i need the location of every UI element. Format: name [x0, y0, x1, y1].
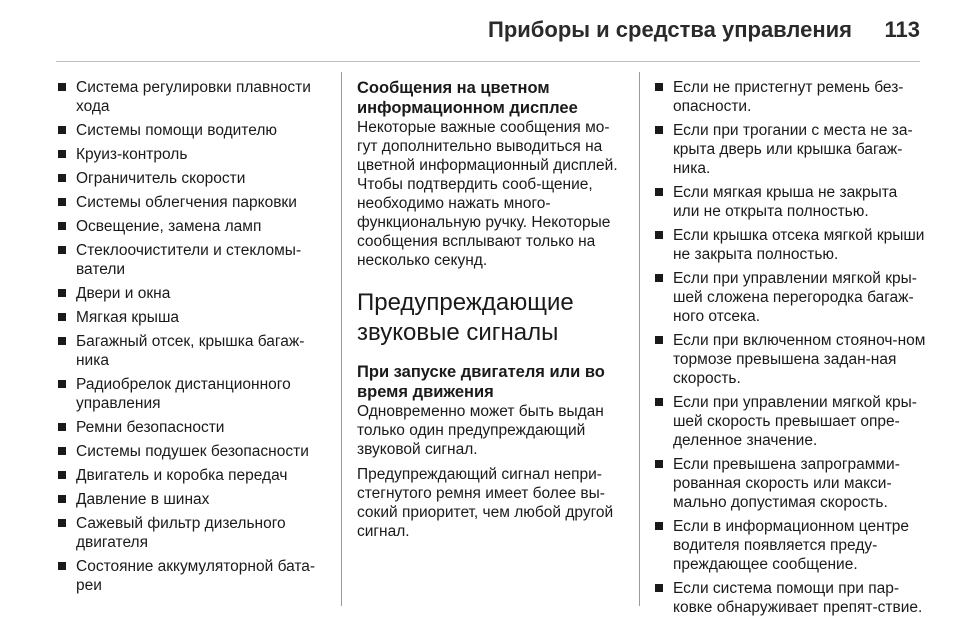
list-item-text: Если мягкая крыша не закрыта или не открыта полностью. [673, 184, 898, 220]
list-item-text: Ограничитель скорости [76, 170, 246, 187]
bullet-square-icon [58, 380, 66, 388]
bullet-square-icon [58, 150, 66, 158]
list-item [655, 183, 927, 221]
column-1 [58, 78, 328, 600]
list-item-text: Система регулировки плавности хода [76, 79, 311, 115]
list-item-text: Сажевый фильтр дизельного двигателя [76, 515, 286, 551]
list-item-text: Если крышка отсека мягкой крыши не закрыта полностью. [673, 227, 925, 263]
list-item [58, 332, 328, 370]
bullet-square-icon [58, 562, 66, 570]
list-item-text: Системы облегчения парковки [76, 194, 297, 211]
list-item [655, 331, 927, 388]
list-item [58, 145, 328, 164]
list-item-text: Если в информационном центре водителя появляется преду-преждающее сообщение. [673, 518, 910, 573]
bullet-square-icon [655, 126, 663, 134]
bullet-square-icon [58, 174, 66, 182]
bullet-square-icon [58, 471, 66, 479]
section-heading-warning-chimes: Предупреждающие звуковые сигналы [357, 289, 574, 346]
list-item [58, 78, 328, 116]
list-item-text: Если при управлении мягкой кры-шей сложена перегородка багаж-ного отсека. [673, 270, 917, 325]
list-item [58, 193, 328, 212]
list-item [58, 442, 328, 461]
list-item [655, 121, 927, 178]
column-2 [357, 78, 629, 547]
paragraph-single-chime: Одновременно может быть выдан только один предупреждающий звуковой сигнал. [357, 403, 604, 458]
list-item [655, 269, 927, 326]
list-item [58, 308, 328, 327]
list-item-text: Если не пристегнут ремень без-опасности. [673, 79, 904, 115]
bullet-square-icon [655, 83, 663, 91]
list-item-text: Если при трогании с места не за-крыта дверь или крышка багаж-ника. [673, 122, 913, 177]
page-title: Приборы и средства управления [488, 17, 852, 42]
list-item [655, 393, 927, 450]
list-item-text: Радиобрелок дистанционного управления [76, 376, 291, 412]
list-item [58, 514, 328, 552]
bullet-square-icon [655, 460, 663, 468]
list-item-text: Двигатель и коробка передач [76, 467, 288, 484]
bullet-square-icon [58, 495, 66, 503]
bullet-square-icon [58, 519, 66, 527]
list-item [58, 217, 328, 236]
section-heading-color-display: Сообщения на цветном информационном дисплее [357, 79, 578, 117]
list-item [655, 78, 927, 116]
list-item-text: Состояние аккумуляторной бата-реи [76, 558, 316, 594]
column-divider-1 [341, 72, 342, 606]
list-item-text: Багажный отсек, крышка багаж-ника [76, 333, 305, 369]
list-item-text: Ремни безопасности [76, 419, 225, 436]
bullet-square-icon [58, 313, 66, 321]
list-item-text: Системы подушек безопасности [76, 443, 309, 460]
bullet-square-icon [58, 337, 66, 345]
subsection-heading-engine-start: При запуске двигателя или во время движения [357, 363, 605, 401]
bullet-square-icon [655, 584, 663, 592]
list-item [58, 418, 328, 437]
bullet-square-icon [655, 231, 663, 239]
topics-list [58, 78, 328, 595]
column-divider-2 [639, 72, 640, 606]
list-item-text: Круиз-контроль [76, 146, 188, 163]
list-item [655, 579, 927, 617]
bullet-square-icon [58, 222, 66, 230]
list-item [58, 284, 328, 303]
bullet-square-icon [655, 336, 663, 344]
list-item-text: Если при включенном стояноч-ном тормозе превышена задан-ная скорость. [673, 332, 926, 387]
bullet-square-icon [58, 83, 66, 91]
list-item-text: Освещение, замена ламп [76, 218, 262, 235]
bullet-square-icon [58, 447, 66, 455]
bullet-square-icon [655, 398, 663, 406]
list-item [58, 375, 328, 413]
bullet-square-icon [58, 289, 66, 297]
list-item-text: Стеклоочистители и стекломы-ватели [76, 242, 302, 278]
header-divider [56, 61, 920, 62]
paragraph-seatbelt-priority: Предупреждающий сигнал непри-стегнутого ремня имеет более вы-сокий приоритет, чем любой другой сигнал. [357, 466, 614, 540]
warning-conditions-list [655, 78, 927, 617]
list-item [58, 241, 328, 279]
bullet-square-icon [58, 126, 66, 134]
bullet-square-icon [58, 246, 66, 254]
page-number: 113 [884, 17, 920, 42]
page-header [0, 0, 960, 62]
bullet-square-icon [58, 423, 66, 431]
section-text-color-display: Некоторые важные сообщения мо-гут дополнительно выводиться на цветной информационный дисплей. Чтобы подтвердить сооб-щение, необходимо нажать много-функциональную ручку. Некоторые сообщения всплывают только на несколько секунд. [357, 119, 618, 269]
list-item-text: Если при управлении мягкой кры-шей скорость превышает опре-деленное значение. [673, 394, 917, 449]
list-item [58, 121, 328, 140]
list-item-text: Двери и окна [76, 285, 171, 302]
bullet-square-icon [655, 522, 663, 530]
list-item [58, 490, 328, 509]
bullet-square-icon [655, 274, 663, 282]
list-item [58, 557, 328, 595]
list-item-text: Если превышена запрограмми-рованная скорость или макси-мально допустимая скорость. [673, 456, 900, 511]
list-item [655, 517, 927, 574]
list-item-text: Системы помощи водителю [76, 122, 278, 139]
list-item [655, 455, 927, 512]
list-item-text: Давление в шинах [76, 491, 210, 508]
list-item-text: Если система помощи при пар-ковке обнаруживает препят-ствие. [673, 580, 923, 616]
bullet-square-icon [655, 188, 663, 196]
column-3 [655, 78, 927, 622]
bullet-square-icon [58, 198, 66, 206]
list-item [58, 169, 328, 188]
list-item [58, 466, 328, 485]
list-item [655, 226, 927, 264]
list-item-text: Мягкая крыша [76, 309, 179, 326]
